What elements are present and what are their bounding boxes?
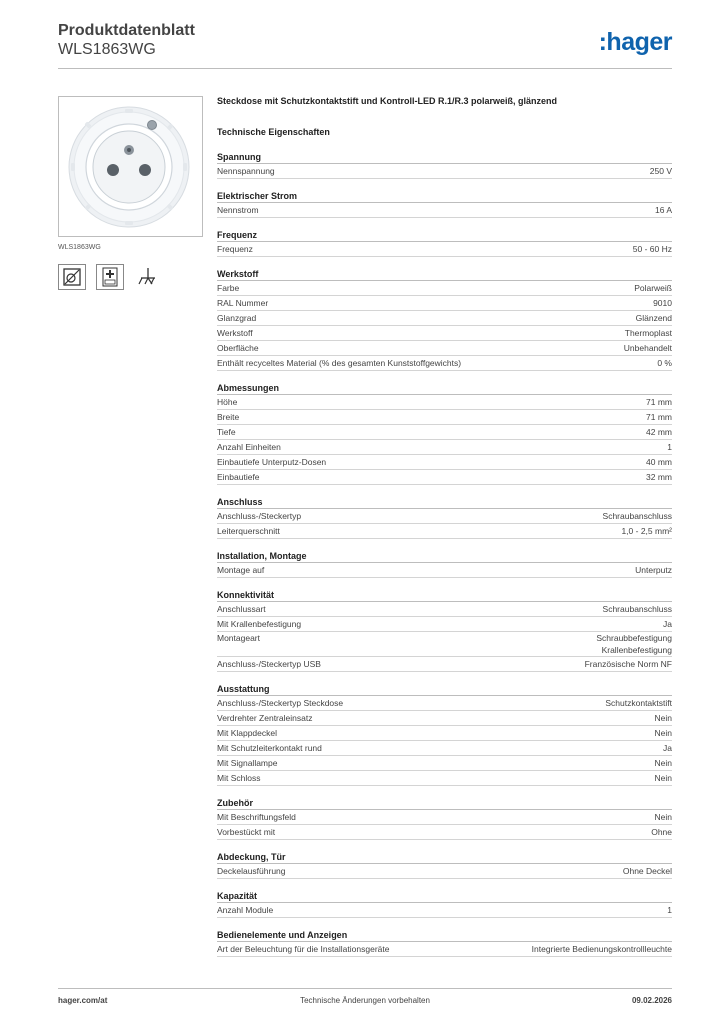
spec-row [217,470,672,485]
spec-value: 32 mm [646,472,672,482]
section-title: Zubehör [217,796,672,810]
spec-label: Anschluss-/Steckertyp [217,511,302,521]
spec-row [217,602,672,617]
spec-row [217,410,672,425]
spec-value: 16 A [654,205,672,215]
section-title: Bedienelemente und Anzeigen [217,928,672,942]
section-title: Anschluss [217,495,672,509]
spec-label: Einbautiefe Unterputz-Dosen [217,457,327,467]
spec-row [217,942,672,957]
spec-label: Nennstrom [217,205,259,215]
product-description: Steckdose mit Schutzkontaktstift und Kontroll-LED R.1/R.3 polarweiß, glänzend [217,96,558,106]
section-title: Ausstattung [217,682,672,696]
spec-label: Anschluss-/Steckertyp Steckdose [217,698,344,708]
spec-value: Glänzend [635,313,672,323]
certification-symbols [58,264,162,290]
spec-label: Frequenz [217,244,253,254]
spec-row [217,425,672,440]
spec-label: Oberfläche [217,343,259,353]
spec-value: 71 mm [646,412,672,422]
product-code: WLS1863WG [58,41,156,58]
spec-value: 250 V [649,166,672,176]
spec-row [217,825,672,840]
spec-row [217,395,672,410]
device-protection-symbol-icon [58,264,86,290]
spec-row [217,810,672,825]
technical-properties-heading: Technische Eigenschaften [217,127,330,137]
spec-section [217,796,672,840]
spec-row [217,771,672,786]
spec-value: Schraubbefestigung Krallenbefestigung [596,633,672,655]
spec-value: Nein [654,758,672,768]
spec-section [217,588,672,672]
spec-row [217,509,672,524]
spec-label: Höhe [217,397,238,407]
spec-row [217,864,672,879]
spec-value: Integrierte Bedienungskontrollleuchte [531,944,672,954]
spec-label: Mit Schloss [217,773,261,783]
spec-value: Schraubanschluss [602,511,672,521]
spec-section [217,549,672,578]
spec-row [217,741,672,756]
spec-section [217,928,672,957]
spec-value: 0 % [657,358,672,368]
spec-row [217,455,672,470]
spec-value: Nein [654,728,672,738]
spec-sections [217,150,672,957]
section-title: Installation, Montage [217,549,672,563]
spec-value: 1 [667,905,672,915]
section-title: Kapazität [217,889,672,903]
spec-row [217,164,672,179]
spec-label: Tiefe [217,427,236,437]
spec-value: 42 mm [646,427,672,437]
section-title: Abdeckung, Tür [217,850,672,864]
spec-value: 71 mm [646,397,672,407]
spec-row [217,726,672,741]
spec-row [217,296,672,311]
spec-label: Mit Signallampe [217,758,278,768]
product-image [58,96,203,237]
spec-label: Anschluss-/Steckertyp USB [217,659,321,669]
spec-value: Unterputz [635,565,672,575]
spec-section [217,850,672,879]
spec-row [217,356,672,371]
spec-label: Montage auf [217,565,265,575]
spec-value: 9010 [653,298,672,308]
spec-value: 1 [667,442,672,452]
spec-value: Schutzkontaktstift [605,698,672,708]
spec-content [217,94,672,957]
spec-label: Anschlussart [217,604,266,614]
spec-row [217,524,672,539]
spec-row [217,281,672,296]
spec-section [217,189,672,218]
spec-row [217,696,672,711]
spec-value: Nein [654,812,672,822]
spec-label: Verdrehter Zentraleinsatz [217,713,313,723]
spec-section [217,495,672,539]
spec-value: Polarweiß [634,283,672,293]
spec-label: Enthält recyceltes Material (% des gesamten Kunststoffgewichts) [217,358,462,368]
spec-label: Anzahl Module [217,905,274,915]
spec-label: Mit Krallenbefestigung [217,619,302,629]
spec-value: Schraubanschluss [602,604,672,614]
image-caption: WLS1863WG [58,244,101,251]
spec-value: 40 mm [646,457,672,467]
spec-section [217,228,672,257]
spec-row [217,563,672,578]
spec-label: Deckelausführung [217,866,286,876]
socket-outlet-image [59,97,202,236]
footer-website: hager.com/at [58,996,108,1005]
hager-logo: :hager [598,28,672,56]
grounding-symbol-icon [134,264,162,290]
footer-date: 09.02.2026 [631,996,672,1005]
installation-class-symbol-icon [96,264,124,290]
section-title: Werkstoff [217,267,672,281]
spec-value: Nein [654,713,672,723]
spec-value: Französische Norm NF [584,659,672,669]
spec-value: Ja [663,743,672,753]
spec-section [217,150,672,179]
section-title: Elektrischer Strom [217,189,672,203]
spec-label: Farbe [217,283,240,293]
spec-value: Thermoplast [624,328,672,338]
spec-value: Unbehandelt [623,343,672,353]
spec-label: Breite [217,412,240,422]
document-title: Produktdatenblatt [58,22,195,39]
spec-row [217,756,672,771]
spec-row [217,440,672,455]
section-title: Spannung [217,150,672,164]
spec-value: Ohne Deckel [622,866,672,876]
spec-row [217,311,672,326]
spec-label: Mit Schutzleiterkontakt rund [217,743,322,753]
spec-value: Nein [654,773,672,783]
spec-label: Nennspannung [217,166,275,176]
spec-label: Werkstoff [217,328,253,338]
page-header [58,22,672,70]
spec-section [217,889,672,918]
spec-row [217,242,672,257]
spec-label: Art der Beleuchtung für die Installationsgeräte [217,944,390,954]
spec-row [217,657,672,672]
spec-value: 50 - 60 Hz [632,244,672,254]
spec-label: Montageart [217,633,260,643]
spec-section [217,381,672,485]
spec-section [217,267,672,371]
spec-row [217,203,672,218]
spec-label: RAL Nummer [217,298,269,308]
spec-row [217,903,672,918]
spec-section [217,682,672,786]
footer-divider [58,988,672,989]
spec-label: Einbautiefe [217,472,260,482]
spec-value: Ohne [651,827,672,837]
spec-value: 1,0 - 2,5 mm² [621,526,672,536]
spec-row [217,617,672,632]
spec-label: Leiterquerschnitt [217,526,280,536]
spec-label: Mit Beschriftungsfeld [217,812,296,822]
section-title: Konnektivität [217,588,672,602]
spec-label: Vorbestückt mit [217,827,276,837]
spec-row [217,711,672,726]
section-title: Frequenz [217,228,672,242]
spec-row [217,341,672,356]
section-title: Abmessungen [217,381,672,395]
spec-value: Ja [663,619,672,629]
spec-label: Anzahl Einheiten [217,442,281,452]
spec-row [217,632,672,657]
footer-disclaimer: Technische Änderungen vorbehalten [300,996,430,1005]
spec-label: Mit Klappdeckel [217,728,278,738]
spec-label: Glanzgrad [217,313,257,323]
spec-row [217,326,672,341]
header-divider [58,68,672,69]
